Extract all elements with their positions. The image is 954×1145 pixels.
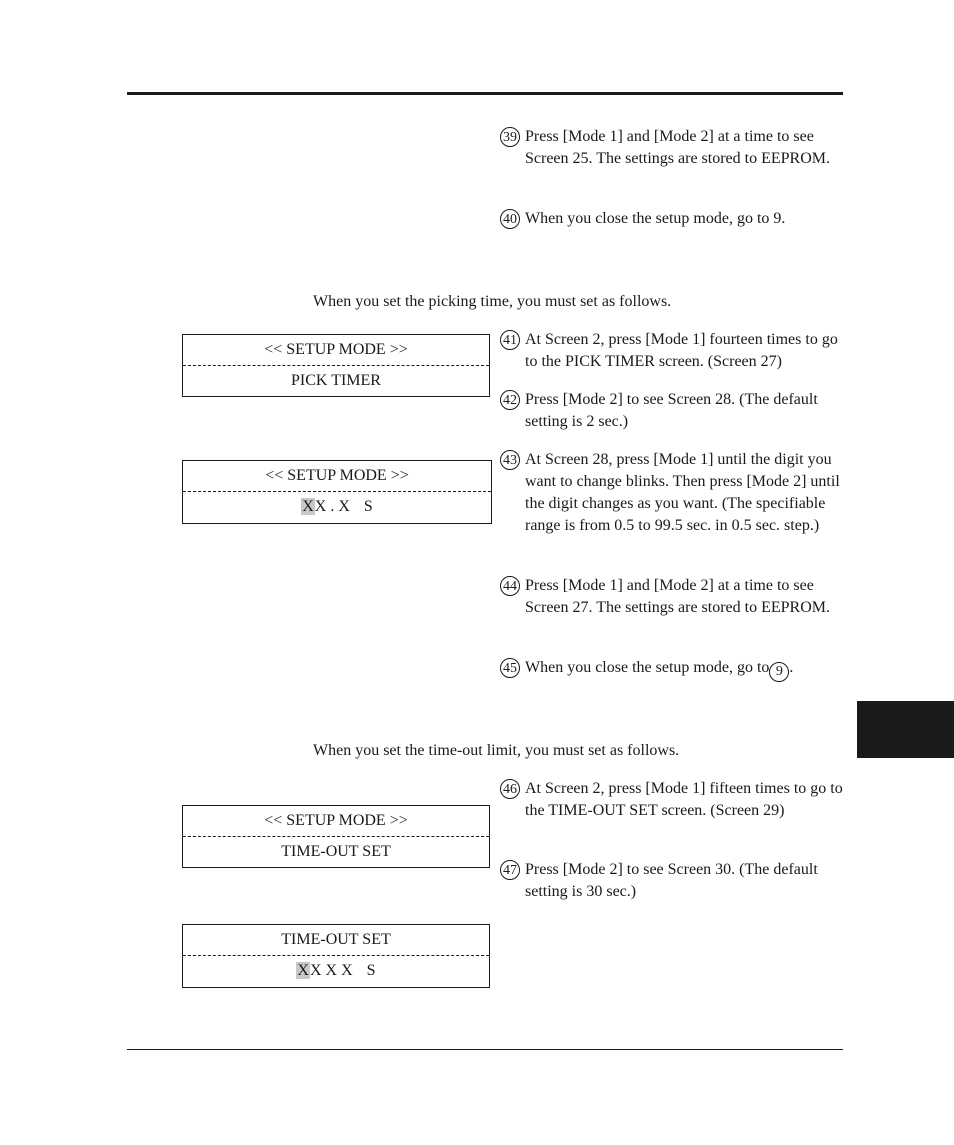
step-number: 45 <box>500 658 520 678</box>
header-rule <box>127 92 843 95</box>
chapter-tab <box>857 701 954 758</box>
step-40 <box>500 208 845 230</box>
step-43 <box>500 449 845 537</box>
step-46 <box>500 778 845 822</box>
lcd-line-1: << SETUP MODE >> <box>183 806 489 837</box>
lcd-line-2 <box>183 492 491 522</box>
timeout-intro: When you set the time-out limit, you must set as follows. <box>313 742 680 759</box>
step-number: 47 <box>500 860 520 880</box>
step-47 <box>500 859 845 903</box>
footer-rule <box>127 1049 843 1050</box>
digits: X X X <box>309 962 353 979</box>
lcd-line-1: << SETUP MODE >> <box>183 461 491 492</box>
step-number: 39 <box>500 127 520 147</box>
lcd-screen-timeout-set <box>182 805 490 868</box>
step-text-body: When you close the setup mode, go to <box>525 659 770 676</box>
step-text: Press [Mode 1] and [Mode 2] at a time to see Screen 25. The settings are stored to EEPROM. <box>525 128 830 167</box>
step-number: 46 <box>500 779 520 799</box>
step-text: Press [Mode 2] to see Screen 28. (The default setting is 2 sec.) <box>525 391 818 430</box>
step-reference: 9 <box>769 662 789 682</box>
step-number: 43 <box>500 450 520 470</box>
unit: S <box>366 962 376 979</box>
step-number: 40 <box>500 209 520 229</box>
step-42 <box>500 389 845 433</box>
digits: X . X <box>314 498 350 515</box>
step-41 <box>500 329 845 373</box>
step-text: When you close the setup mode, go to 9. <box>525 210 786 227</box>
lcd-line-1: TIME-OUT SET <box>183 925 489 956</box>
step-text: At Screen 2, press [Mode 1] fourteen times to go to the PICK TIMER screen. (Screen 27) <box>525 331 838 370</box>
lcd-line-2 <box>183 956 489 986</box>
lcd-screen-pick-timer <box>182 334 490 397</box>
step-number: 41 <box>500 330 520 350</box>
step-text: At Screen 2, press [Mode 1] fifteen times to go to the TIME-OUT SET screen. (Screen 29) <box>525 780 843 819</box>
blinking-digit: X <box>302 498 314 515</box>
step-text: At Screen 28, press [Mode 1] until the digit you want to change blinks. Then press [Mode 2] until the digit changes as you want. (The specifiable range is from 0.5 to 99.5 sec. in 0.5 sec. step.) <box>525 451 840 534</box>
pick-timer-intro: When you set the picking time, you must set as follows. <box>313 293 672 310</box>
lcd-screen-timeout-value <box>182 924 490 988</box>
step-text: Press [Mode 2] to see Screen 30. (The default setting is 30 sec.) <box>525 861 818 900</box>
lcd-line-2: TIME-OUT SET <box>281 843 391 860</box>
lcd-line-2: PICK TIMER <box>291 372 381 389</box>
lcd-screen-pick-timer-value <box>182 460 492 524</box>
step-text <box>525 657 845 682</box>
step-39 <box>500 126 845 170</box>
step-44 <box>500 575 845 619</box>
step-text-end: . <box>789 659 794 676</box>
blinking-digit: X <box>297 962 309 979</box>
step-text: Press [Mode 1] and [Mode 2] at a time to see Screen 27. The settings are stored to EEPROM. <box>525 577 830 616</box>
lcd-line-1: << SETUP MODE >> <box>183 335 489 366</box>
step-45 <box>500 657 845 682</box>
step-number: 44 <box>500 576 520 596</box>
step-number: 42 <box>500 390 520 410</box>
unit: S <box>363 498 373 515</box>
